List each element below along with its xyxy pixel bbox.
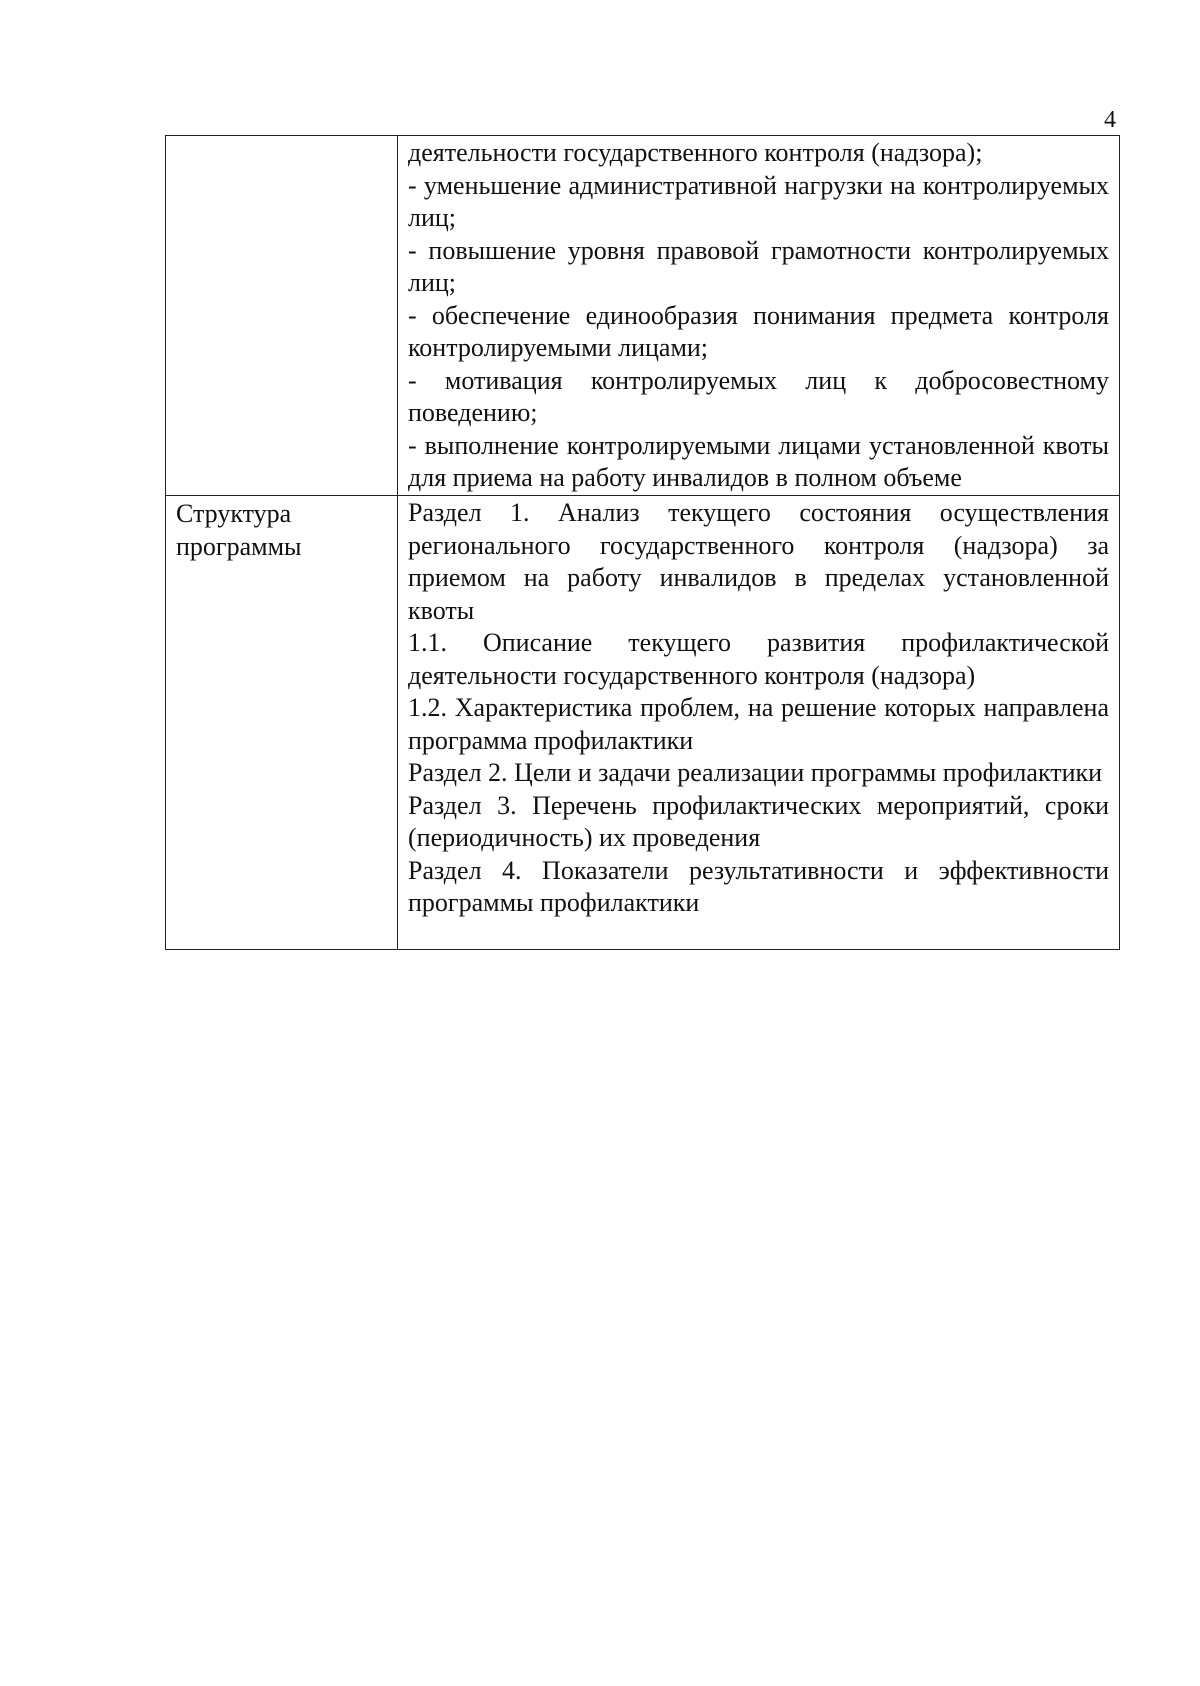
row-content-cell (398, 496, 1120, 950)
continuation-line: деятельности государственного контроля (надзора); (408, 138, 983, 167)
list-item: Раздел 3. Перечень профилактических мероприятий, сроки (периодичность) их проведения (408, 790, 1109, 852)
list-item: - выполнение контролируемыми лицами установленной квоты для приема на работу инвалидов в полном объеме (408, 430, 1109, 492)
table-row (166, 136, 1120, 496)
list-item: - повышение уровня правовой грамотности контролируемых лиц; (408, 235, 1109, 297)
table-row (166, 496, 1120, 950)
list-item: Раздел 4. Показатели результативности и эффективности программы профилактики (408, 855, 1109, 917)
list-item: - уменьшение административной нагрузки на контролируемых лиц; (408, 170, 1109, 232)
row-label-cell (166, 136, 398, 496)
list-item: 1.1. Описание текущего развития профилактической деятельности государственного контроля (надзора) (408, 628, 1109, 690)
row-content-cell (398, 136, 1120, 496)
list-item: Раздел 2. Цели и задачи реализации программы профилактики (408, 758, 1103, 787)
page-number: 4 (1104, 107, 1116, 133)
row-label-cell (166, 496, 398, 950)
row-label (166, 136, 397, 138)
program-passport-table (165, 135, 1120, 950)
list-item: - мотивация контролируемых лиц к добросовестному поведению; (408, 365, 1109, 427)
list-item: Раздел 1. Анализ текущего состояния осуществления регионального государственного контроля (надзора) за приемом на работу инвалидов в пределах установленной квоты (408, 498, 1109, 625)
row-label: Структура программы (176, 499, 302, 561)
list-item: - обеспечение единообразия понимания предмета контроля контролируемыми лицами; (408, 300, 1109, 362)
list-item: 1.2. Характеристика проблем, на решение которых направлена программа профилактики (408, 693, 1109, 755)
